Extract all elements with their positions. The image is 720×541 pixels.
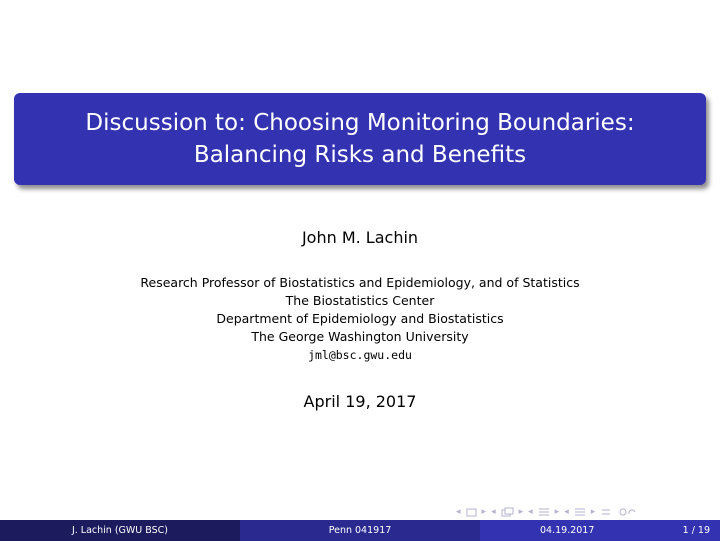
footer-page-number: 1 / 19 [682, 525, 710, 536]
nav-section-icon[interactable] [574, 507, 586, 517]
beamer-navigation-bar [456, 506, 639, 518]
footer-author-text: J. Lachin (GWU BSC) [71, 525, 169, 536]
affiliation-block [0, 274, 720, 364]
nav-section-left-arrow-icon[interactable]: ◂ [564, 507, 569, 517]
author-name: John M. Lachin [301, 228, 419, 247]
title-line-1: Discussion to: Choosing Monitoring Boundaries: [85, 110, 635, 136]
footer-title [240, 520, 480, 541]
affiliation-line-1: Research Professor of Biostatistics and Epidemiology, and of Statistics [140, 275, 580, 290]
affiliation-line-2: The Biostatistics Center [285, 293, 435, 308]
footer-date-page [480, 520, 720, 541]
nav-slide-icon[interactable] [466, 508, 477, 517]
nav-subsection-right-arrow-icon[interactable]: ▸ [554, 507, 560, 517]
affiliation-line-3: Department of Epidemiology and Biostatistics [216, 311, 504, 326]
nav-search-undo-icon[interactable] [617, 507, 639, 517]
footer-bar [0, 520, 720, 541]
nav-section-right-arrow-icon[interactable]: ▸ [590, 507, 596, 517]
affiliation-line-4: The George Washington University [251, 329, 469, 344]
nav-frame-icon[interactable] [501, 507, 514, 517]
nav-subsection-icon[interactable] [538, 507, 550, 517]
title-box [14, 93, 706, 185]
footer-title-text: Penn 041917 [328, 525, 392, 536]
title-line-2: Balancing Risks and Benefits [193, 142, 527, 168]
nav-appendix-icon[interactable] [600, 507, 612, 517]
presentation-date: April 19, 2017 [303, 392, 417, 411]
nav-subsection-left-arrow-icon[interactable]: ◂ [528, 507, 533, 517]
author-email[interactable]: jml@bsc.gwu.edu [308, 348, 412, 362]
nav-slide-right-arrow-icon[interactable]: ▸ [481, 507, 487, 517]
nav-frame-right-arrow-icon[interactable]: ▸ [518, 507, 524, 517]
footer-author [0, 520, 240, 541]
nav-frame-left-arrow-icon[interactable]: ◂ [491, 507, 496, 517]
footer-date-text: 04.19.2017 [540, 525, 595, 536]
nav-slide-left-arrow-icon[interactable]: ◂ [456, 507, 461, 517]
